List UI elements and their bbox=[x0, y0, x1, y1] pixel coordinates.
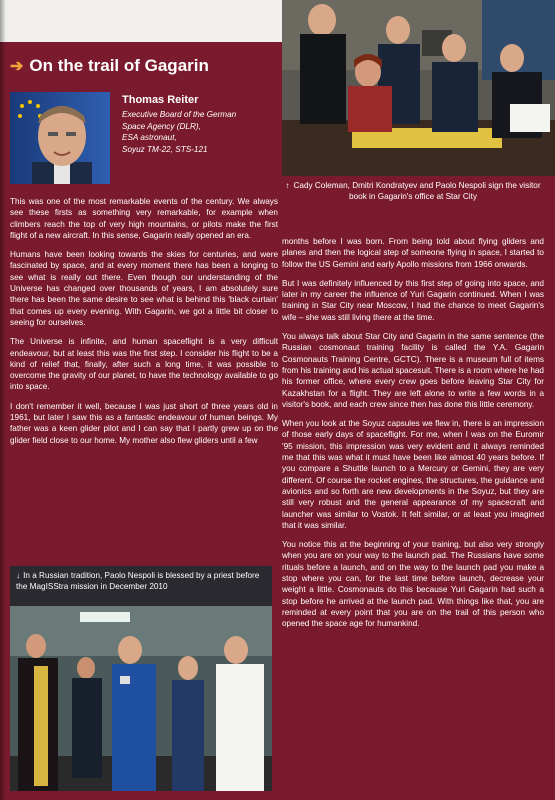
page-gutter-shadow bbox=[0, 0, 6, 800]
top-band bbox=[0, 0, 282, 42]
arrow-right-icon: ➔ bbox=[10, 58, 24, 75]
article-paragraph: months before I was born. From being told about flying gliders and planes and then the logical step of someone flying in space, I started to follow the US Gemini and early Apollo missions from 1966 onwards. bbox=[282, 237, 544, 269]
author-role bbox=[122, 109, 282, 155]
article-title-text: On the trail of Gagarin bbox=[29, 56, 209, 75]
article-paragraph: The Universe is infinite, and human spaceflight is a very difficult endeavour, but at least this was the first step. I consider his flight to be a kind of relief that, finally, after such a long time, it was possible to overcome the gravity of our planet, to have the technology available to go into space. bbox=[10, 337, 278, 392]
article-paragraph: I don't remember it well, because I was just short of three years old in 1961, but later I saw this as a fantastic endeavour of human beings. My father was a keen glider pilot and I can say that I partly grew up on the glider field close to our home. My mother also flew gliders until a few bbox=[10, 401, 278, 445]
author-portrait bbox=[10, 92, 110, 184]
arrow-down-icon: ↓ bbox=[16, 571, 21, 580]
article-column-right bbox=[282, 236, 544, 638]
article-paragraph: You always talk about Star City and Gagarin in the same sentence (the Russian cosmonaut training facility is called the Y.A. Gagarin Cosmonauts Training Centre, GCTC). There is a museum full of items from his training and his actual spacesuit. There is a room where he had his former office, where every crew goes before leaving Star City for Kazakhstan for a flight. They are left alone to write a few words in a visitor's book, and each crew since then has done this little ceremony. bbox=[282, 332, 544, 409]
author-role-line: Executive Board of the German bbox=[122, 110, 237, 119]
article-paragraph: Humans have been looking towards the skies for centuries, and were fascinated by space, and at every moment there has been a longing to see what is really out there. Even though our understanding of the Universe has changed over thousands of years, I am absolutely sure there has been the same desire to see what is behind this 'black curtain' that comes up every evening. With Gagarin, we got a little bit closer to seeing for ourselves. bbox=[10, 250, 278, 327]
article-title bbox=[10, 56, 209, 76]
author-role-line: Soyuz TM-22, STS-121 bbox=[122, 144, 208, 154]
arrow-up-icon: ↑ bbox=[285, 181, 290, 190]
caption-bottom-text: In a Russian tradition, Paolo Nespoli is blessed by a priest before the MagISStra mission in December 2010 bbox=[16, 571, 260, 591]
author-name: Thomas Reiter bbox=[122, 94, 199, 106]
author-role-line: ESA astronaut, bbox=[122, 133, 177, 142]
caption-bottom bbox=[10, 566, 272, 606]
article-paragraph: But I was definitely influenced by this first step of going into space, and later in my career the influence of Yuri Gagarin continued. When I was training in Star City near Moscow, I had the chance to meet Gagarin's wife – she was still living there at the time. bbox=[282, 278, 544, 322]
article-column-left bbox=[10, 196, 278, 454]
caption-top-text: Cady Coleman, Dmitri Kondratyev and Paolo Nespoli sign the visitor book in Gagarin's office at Star City bbox=[293, 181, 541, 201]
article-paragraph: This was one of the most remarkable events of the century. We always see these firsts as something very remarkable, for example when climbers reach the top of very high mountains, or pilots make the first flight of a new aircraft. In this sense, Gagarin really opened an era. bbox=[10, 197, 278, 240]
author-role-line: Space Agency (DLR), bbox=[122, 121, 201, 131]
photo-priest-blessing bbox=[10, 606, 272, 791]
article-paragraph: You notice this at the beginning of your training, but also very strongly when you are on your way to the launch pad. The Russians have some rituals before a launch, and on the way to the launch pad you make a stop where you can, for the last time before launch, decrease your weight a little. Cosmonauts do this because Yuri Gagarin had such a stop before he arrived at the launch pad. With things like that, you are reminded at every point that you are on the trail of this person who opened the space age for humankind. bbox=[282, 540, 544, 629]
article-paragraph: When you look at the Soyuz capsules we flew in, there is an impression of those early days of spaceflight. For me, when I was on the Euromir '95 mission, this impression was very evident and it always reminded me that this was what it must have been like almost 40 years before. If you compare a Shuttle launch to a Mercury or Gemini, they are very different. Of course the rocket engines, the structures, the guidance and avionics and so forth are new developments in the Soyuz, but they are still very robust and the general appearance of my spacecraft and launcher was similar to Vostok. It felt similar, or at least you imagined that it was similar. bbox=[282, 419, 544, 530]
photo-visitor-book-signing bbox=[282, 0, 555, 176]
author-block bbox=[122, 94, 282, 155]
caption-top bbox=[282, 180, 544, 202]
